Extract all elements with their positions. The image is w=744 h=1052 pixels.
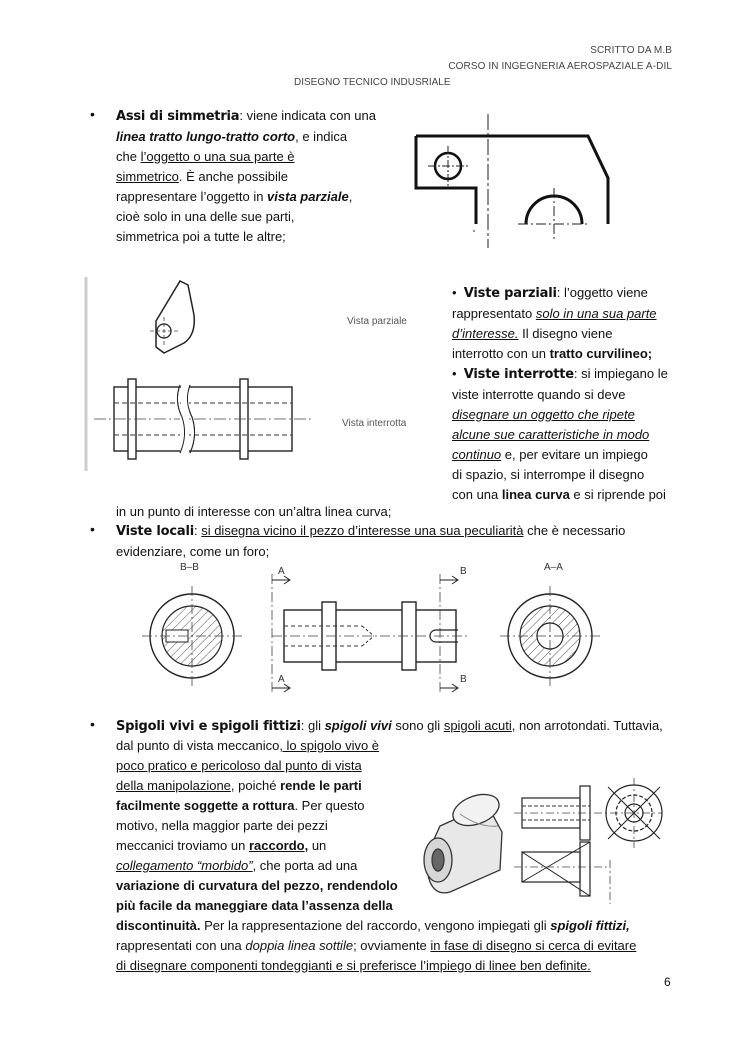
section-label-b-bottom: B [460, 674, 467, 685]
section-label-b-top: B [460, 566, 467, 577]
viste-parziali-title: Viste parziali [463, 286, 557, 301]
section-label-aa: A–A [544, 562, 563, 573]
viste-locali-title: Viste locali [116, 524, 194, 539]
viste-parziali-paragraph: • Viste parziali: l’oggetto viene rappresentato solo in una sua parte d’interesse. Il disegno viene interrotto con un tratto curvilineo; • Viste interrotte: si impiegano le viste interrotte quando si deve disegnare un oggetto che ripete alcune sue caratteristiche in modo continuo e, per evitare un impiego di spazio, si interrompe il disegno con una linea curva e si riprende poi [452, 285, 668, 502]
header-course: CORSO IN INGEGNERIA AEROSPAZIALE A-DIL [448, 61, 672, 72]
bullet-dot: • [452, 285, 464, 300]
symmetry-part-figure [402, 112, 622, 252]
fillet-figure [410, 770, 670, 910]
page-number: 6 [664, 975, 671, 989]
partial-interrupted-figure [84, 275, 454, 475]
spigoli-paragraph: dal punto di vista meccanico, lo spigolo vivo è poco pratico e pericoloso dal punto di vista della manipolazione, poiché rende le parti facilmente soggette a rottura. Per questo motivo, nella maggior parte dei pezzi meccanici troviamo un raccordo, un collegamento “morbido”, che porta ad una variazione di curvatura del pezzo, rendendolo più facile da maneggiare data l’assenza della [116, 738, 398, 913]
assi-paragraph: Assi di simmetria: viene indicata con una linea tratto lungo-tratto corto, e indica che l’oggetto o una sua parte è simmetrico. È anche possibile rappresentare l’oggetto in vista parziale, cioè solo in una delle sue parti, simmetrica poi a tutte le altre; [116, 108, 376, 244]
section-views-figure [140, 560, 620, 700]
bullet-dot: • [90, 716, 95, 732]
viste-interrotte-last-line: in un punto di interesse con un’altra linea curva; [116, 504, 392, 519]
header-author: SCRITTO DA M.B [590, 45, 672, 56]
assi-title: Assi di simmetria [116, 109, 240, 124]
viste-locali-paragraph: Viste locali: si disegna vicino il pezzo d’interesse una sua peculiarità che è necessario evidenziare, come un foro; [116, 523, 626, 559]
viste-interrotte-title: Viste interrotte [463, 367, 574, 382]
section-label-a-bottom: A [278, 674, 285, 685]
header-subject: DISEGNO TECNICO INDUSRIALE [294, 77, 451, 88]
spigoli-first-line: Spigoli vivi e spigoli fittizi: gli spigoli vivi sono gli spigoli acuti, non arrotondati. Tuttavia, [116, 718, 663, 734]
section-label-bb: B–B [180, 562, 199, 573]
bullet-dot: • [90, 106, 95, 122]
vista-interrotta-label: Vista interrotta [342, 418, 407, 429]
vista-parziale-label: Vista parziale [347, 316, 407, 327]
spigoli-paragraph-end: discontinuità. Per la rappresentazione del raccordo, vengono impiegati gli spigoli fittizi, rappresentati con una doppia linea sottile; ovviamente in fase di disegno si cerca di evitare di disegnare componenti tondeggianti e si preferisce l’impiego di linee ben definite. [116, 918, 637, 973]
bullet-dot: • [452, 366, 464, 381]
bullet-dot: • [90, 521, 95, 537]
section-label-a-top: A [278, 566, 285, 577]
spigoli-title: Spigoli vivi e spigoli fittizi [116, 719, 301, 734]
